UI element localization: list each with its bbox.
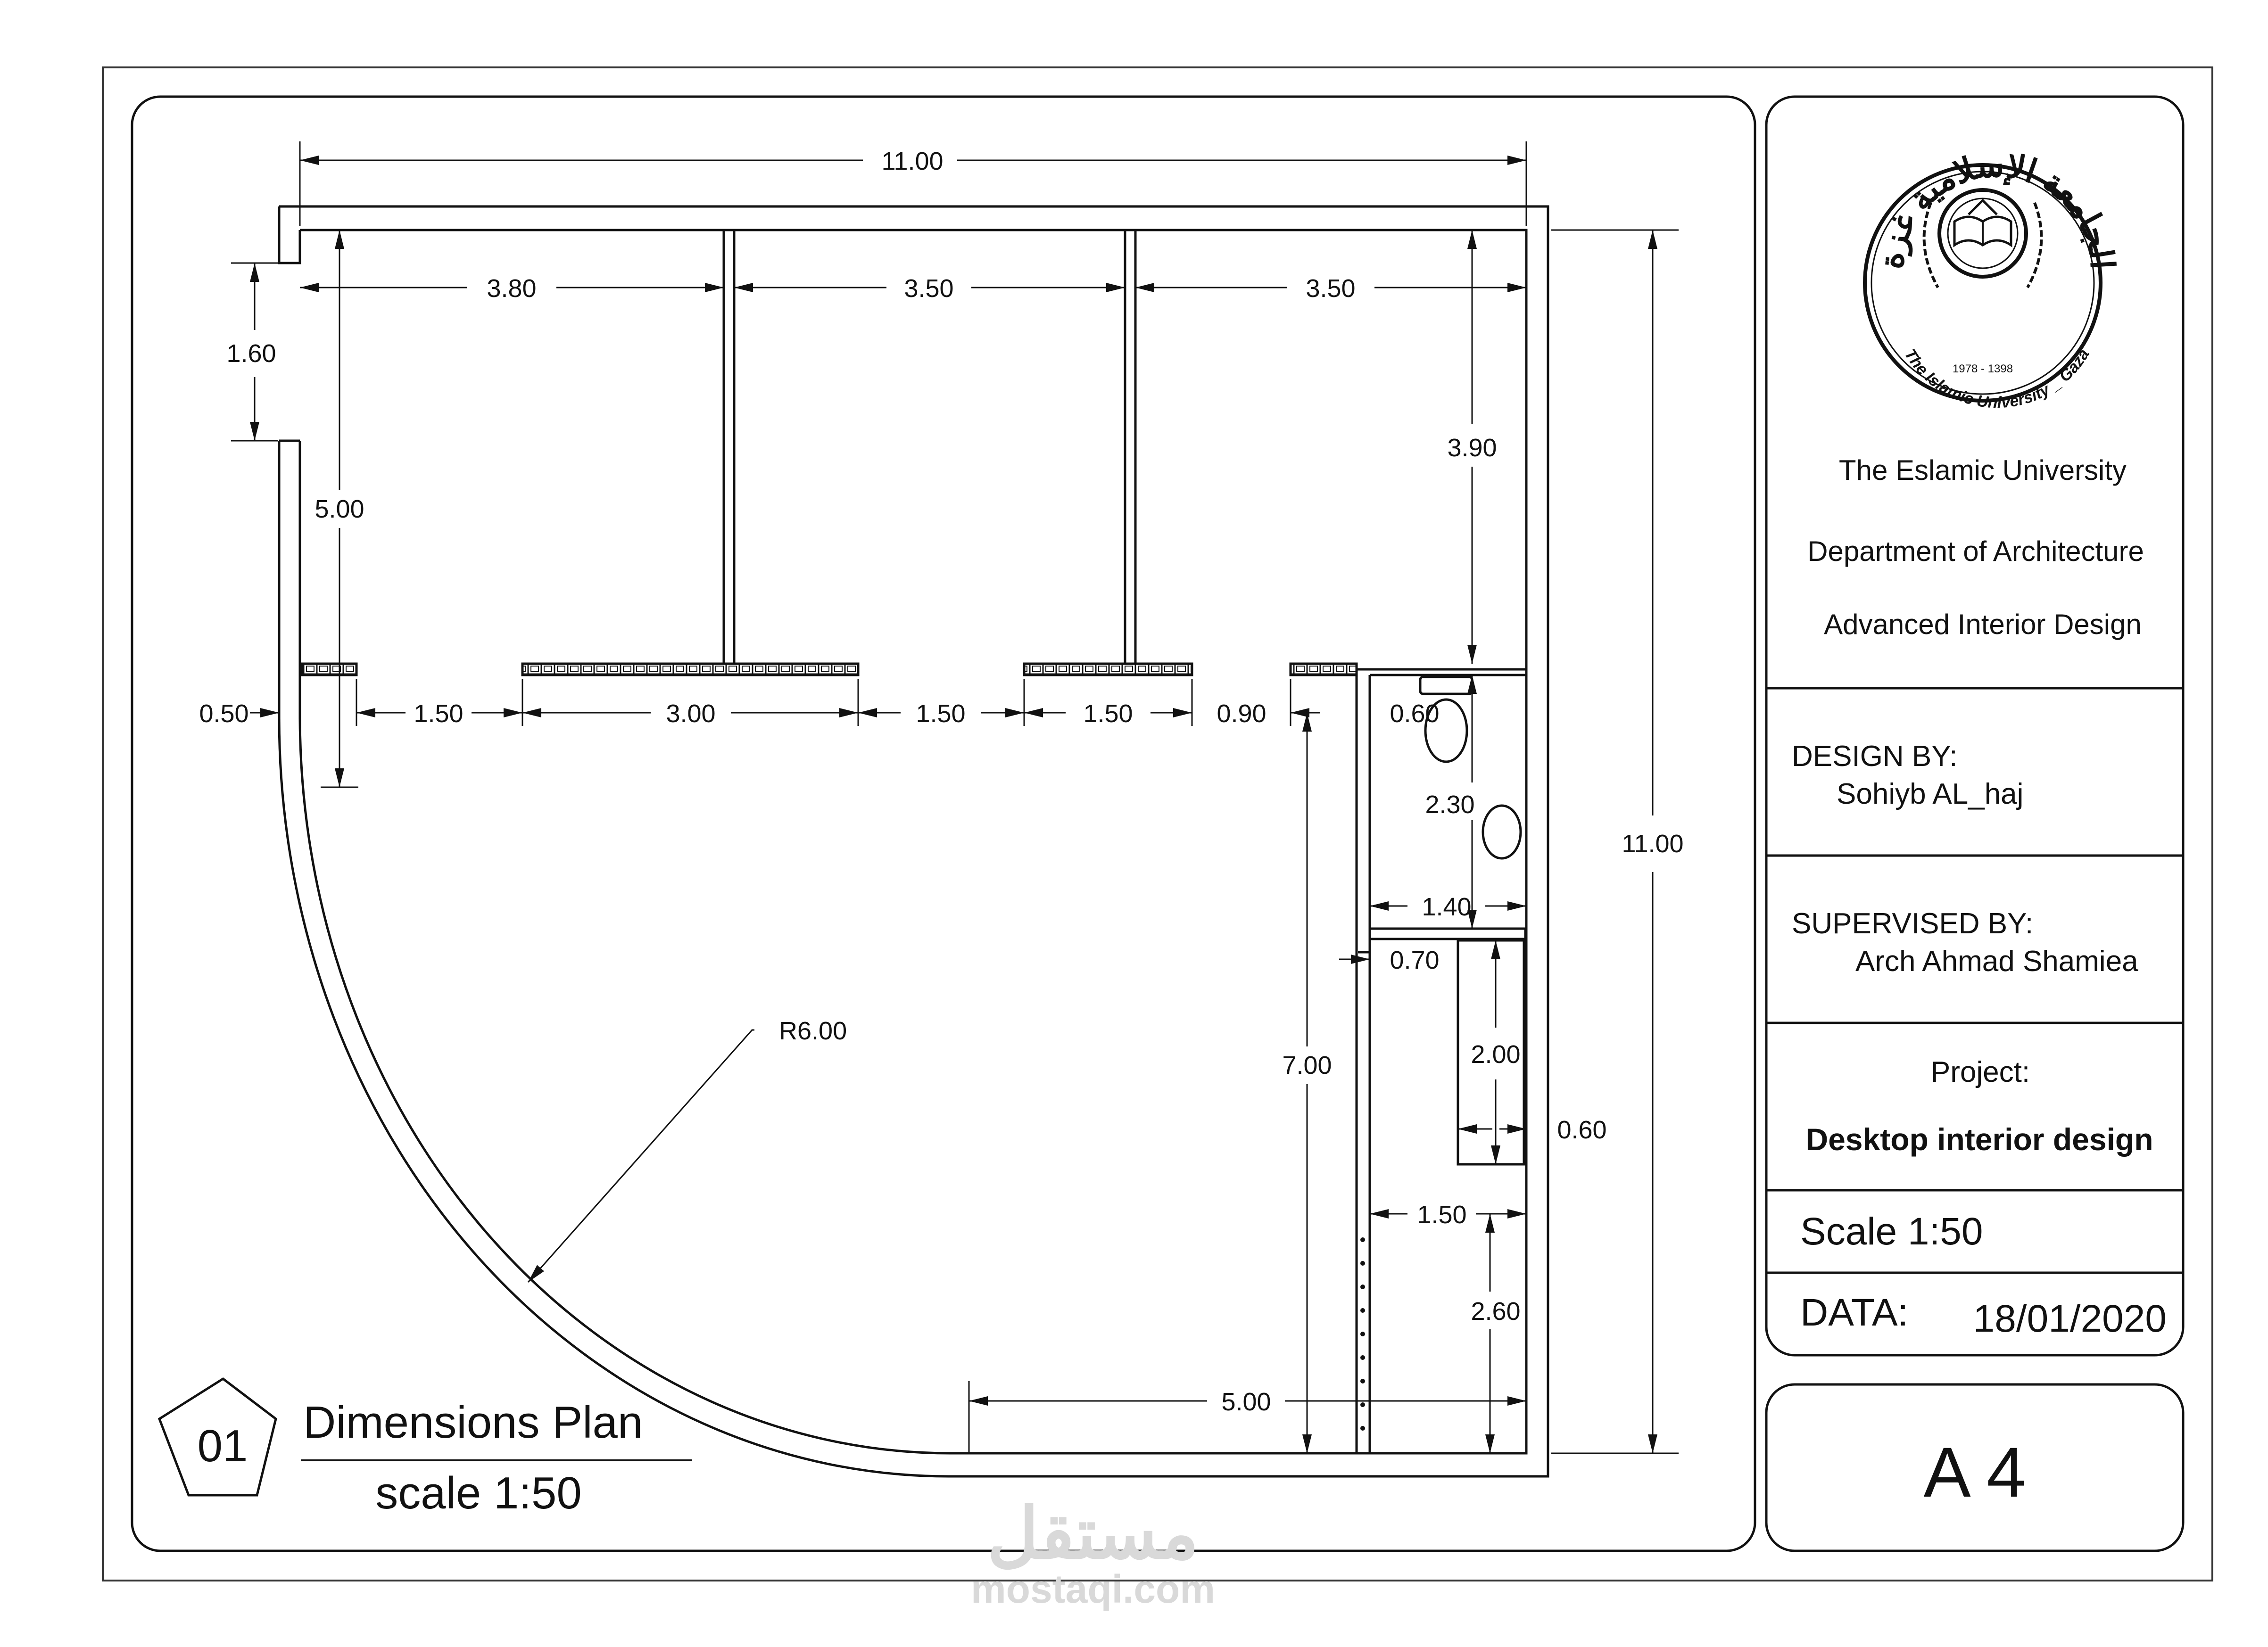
title-block-scale: Scale 1:50: [1800, 1210, 1983, 1253]
dim-kitchen-height: 2.60: [1471, 1297, 1521, 1326]
floor-plan: [279, 206, 1548, 1476]
dim-entrance: 1.60: [226, 339, 276, 368]
glass-partition-4: [1291, 664, 1357, 675]
dim-right-room-depth: 3.90: [1447, 434, 1497, 462]
design-by-label: DESIGN BY:: [1792, 740, 1958, 773]
inner-wall-top-right: [300, 230, 1526, 1453]
dim-room-depth: 5.00: [315, 495, 364, 523]
dim-overall-width: 11.00: [881, 147, 944, 175]
entrance-stub-top: [279, 206, 300, 263]
logo-english-text: The Islamic University _ Gaza: [1901, 346, 2093, 412]
dim-wc-gap: 0.70: [1390, 946, 1440, 974]
dim-bottom-width: 5.00: [1221, 1388, 1271, 1416]
date-label: DATA:: [1800, 1291, 1909, 1334]
dim-kitchen-width: 1.50: [1417, 1201, 1467, 1229]
department-name: Department of Architecture: [1807, 535, 2144, 567]
dim-wc-width: 1.40: [1422, 893, 1472, 921]
design-by-name: Sohiyb AL_haj: [1837, 778, 2024, 810]
date-value: 18/01/2020: [1973, 1297, 2167, 1340]
watermark: [971, 1494, 1215, 1611]
toilet-tank: [1420, 677, 1472, 694]
partition-wall-2: [1125, 230, 1135, 668]
wc-left-wall: [1358, 675, 1370, 952]
glass-partition-1: [302, 664, 356, 675]
dim-opening-d: 1.50: [1083, 700, 1133, 728]
supervised-by-name: Arch Ahmad Shamiea: [1855, 945, 2138, 978]
curved-wall-inner: [300, 441, 950, 1453]
course-name: Advanced Interior Design: [1824, 609, 2142, 640]
project-name: Desktop interior design: [1805, 1122, 2153, 1157]
logo-years-text: 1978 - 1398: [1952, 362, 2013, 375]
title-block-dividers: [1766, 688, 2183, 1273]
wc-bottom-wall: [1370, 929, 1525, 939]
plan-title-tag: [159, 1379, 692, 1518]
dim-opening-a: 1.50: [414, 700, 464, 728]
outer-border: [103, 67, 2212, 1581]
dim-closet-gap: 0.60: [1557, 1116, 1607, 1144]
logo-arabic-text: الجامعة الإسلامية غزة: [1872, 146, 2121, 271]
dim-strip-height: 7.00: [1282, 1051, 1332, 1079]
dim-closet-height: 2.00: [1471, 1040, 1521, 1069]
glass-partition-2: [522, 664, 858, 675]
title-block-frame: [1766, 97, 2183, 1355]
partition-wall-1: [724, 230, 734, 668]
university-logo: [1865, 147, 2121, 412]
dim-opening-b: 3.00: [666, 700, 716, 728]
project-label: Project:: [1930, 1056, 2030, 1088]
sheet-number: A 4: [1923, 1433, 2026, 1512]
dim-opening-e: 0.90: [1217, 700, 1266, 728]
dim-wall-offset: 0.50: [199, 700, 249, 728]
dimension-labels: [199, 147, 1683, 1416]
wash-basin: [1483, 806, 1521, 858]
dim-wc-height: 2.30: [1425, 791, 1475, 819]
watermark-latin: mostaqi.com: [970, 1567, 1216, 1611]
plan-number: 01: [197, 1421, 248, 1471]
dim-room3-width: 3.50: [1306, 274, 1356, 303]
dim-wc-a: 0.60: [1390, 700, 1440, 728]
dim-overall-height: 11.00: [1622, 830, 1684, 858]
dim-opening-c: 1.50: [916, 700, 966, 728]
dim-radius: R6.00: [779, 1017, 847, 1045]
university-name: The Eslamic University: [1838, 454, 2127, 486]
curved-wall-outer: [279, 441, 950, 1476]
supervised-by-label: SUPERVISED BY:: [1792, 907, 2034, 940]
drawing-frame: [132, 97, 1755, 1551]
glass-partition-3: [1024, 664, 1192, 675]
watermark-arabic: مستقل: [987, 1494, 1199, 1573]
dim-room1-width: 3.80: [487, 274, 537, 303]
dim-room2-width: 3.50: [904, 274, 954, 303]
plan-title: Dimensions Plan: [303, 1397, 643, 1448]
plan-scale: scale 1:50: [375, 1468, 582, 1518]
